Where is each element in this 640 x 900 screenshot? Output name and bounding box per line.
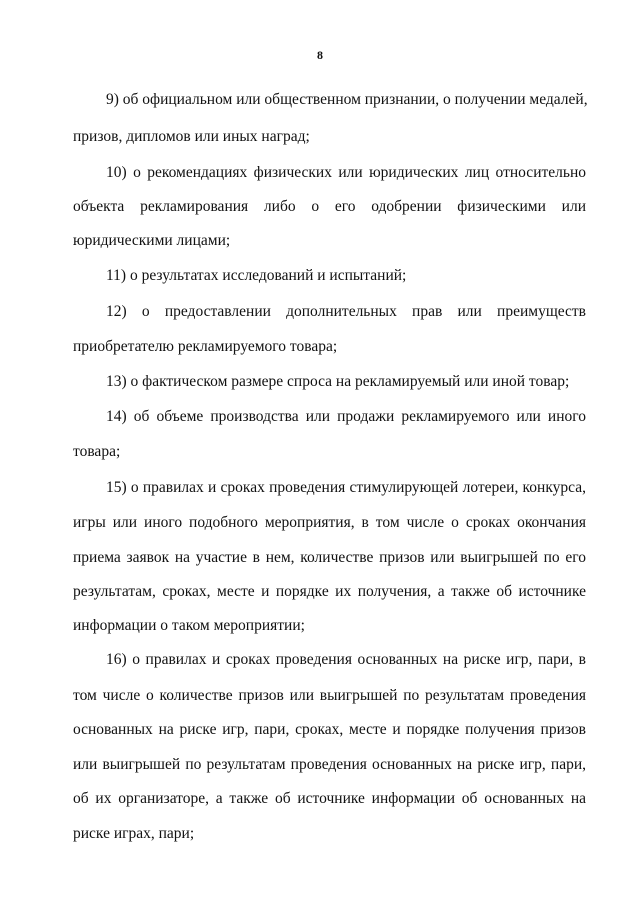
text-line: результатам, сроках, месте и порядке их получения, а также об источнике — [73, 583, 586, 600]
text-line: приема заявок на участие в нем, количестве призов или выигрышей по его — [73, 549, 586, 566]
text-line: 14) об объеме производства или продажи рекламируемого или иного — [106, 408, 586, 425]
text-line: объекта рекламирования либо о его одобрении физическими или — [73, 198, 586, 215]
text-line: товара; — [73, 443, 121, 460]
text-line: 12) о предоставлении дополнительных прав или преимуществ — [106, 303, 586, 320]
text-line: призов, дипломов или иных наград; — [73, 128, 310, 145]
text-line: 9) об официальном или общественном признании, о получении медалей, — [106, 91, 588, 108]
page-number: 8 — [317, 48, 323, 62]
text-line: об их организаторе, а также об источнике информации об основанных на — [73, 790, 586, 807]
text-line: 15) о правилах и сроках проведения стимулирующей лотереи, конкурса, — [106, 479, 586, 496]
text-line: том числе о количестве призов или выигрышей по результатам проведения — [73, 687, 586, 704]
text-line: риске играх, пари; — [73, 825, 195, 842]
text-line: или выигрышей по результатам проведения основанных на риске игр, пари, — [73, 756, 586, 773]
text-line: информации о таком мероприятии; — [73, 617, 305, 634]
text-line: юридическими лицами; — [73, 232, 231, 249]
text-line: основанных на риске игр, пари, сроках, месте и порядке получения призов — [73, 721, 586, 738]
text-line: игры или иного подобного мероприятия, в том числе о сроках окончания — [73, 514, 586, 531]
text-line: приобретателю рекламируемого товара; — [73, 338, 338, 355]
text-line: 10) о рекомендациях физических или юридических лиц относительно — [106, 164, 586, 181]
text-line: 13) о фактическом размере спроса на рекламируемый или иной товар; — [106, 373, 570, 390]
text-line: 16) о правилах и сроках проведения основанных на риске игр, пари, в — [106, 651, 586, 668]
text-line: 11) о результатах исследований и испытаний; — [106, 267, 407, 284]
